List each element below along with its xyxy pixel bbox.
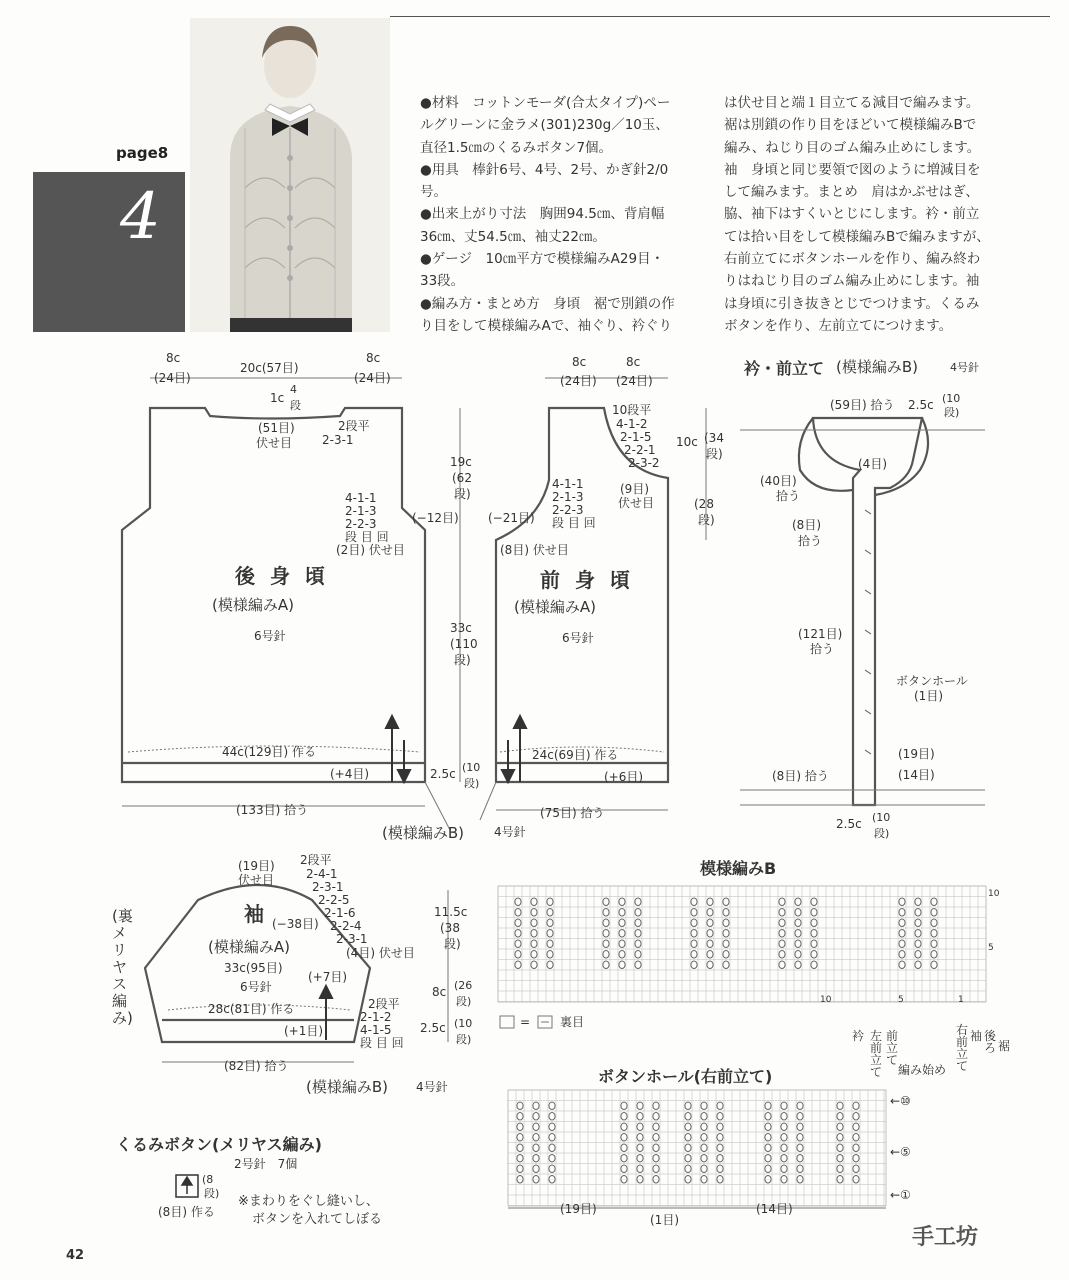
chart-annotation: 衿 xyxy=(852,1029,865,1043)
front-dim: (24目) xyxy=(616,374,653,388)
front-neck: 2-1-5 xyxy=(620,430,652,444)
front-dim: 8c xyxy=(572,355,587,369)
collar-dim: (10 xyxy=(942,392,961,405)
rib-needle: 4号針 xyxy=(494,825,526,839)
instruction-line: 脇、袖下はすくいとじにします。衿・前立 xyxy=(724,206,980,223)
front-arm: 段 目 回 xyxy=(552,516,596,530)
sleeve-cap: 2段平 xyxy=(300,853,332,867)
sleeve-inc: (+7目) xyxy=(308,970,348,984)
buttonhole-title: ボタンホール(右前立て) xyxy=(598,1067,773,1086)
back-cast: 44c(129目) 作る xyxy=(222,745,316,759)
back-arm: (−12目) xyxy=(412,511,459,525)
front-bind: 伏せ目 xyxy=(618,496,655,510)
instruction-line: は伏せ目と端１目立てる減目で編みます。 xyxy=(724,95,980,111)
sleeve-cap: 2-3-1 xyxy=(336,932,368,946)
back-arm: 段 目 回 xyxy=(345,530,389,544)
back-height: 33c xyxy=(450,621,472,635)
collar-title: 衿・前立て xyxy=(744,359,825,378)
front-arm: 4-1-1 xyxy=(552,477,584,491)
sleeve-rib-needle: 4号針 xyxy=(416,1080,448,1094)
back-arm: 4-1-1 xyxy=(345,491,377,505)
back-arm: (2目) 伏せ目 xyxy=(336,543,405,557)
sleeve-cap: 2-3-1 xyxy=(312,880,344,894)
sleeve-pattern: (模様編みA) xyxy=(208,938,290,956)
front-neck: (34 xyxy=(704,431,724,445)
pattern-b-chart xyxy=(498,886,986,1002)
front-neck: 2-2-1 xyxy=(624,443,656,457)
front-cast: 24c(69目) 作る xyxy=(532,748,619,762)
collar-dim: 2.5c xyxy=(836,817,862,831)
buttonhole-label: ボタンホール xyxy=(896,674,968,688)
back-neck: 4 xyxy=(290,383,297,396)
instruction-line: 袖 身頃と同じ要領で図のように増減目を xyxy=(724,161,981,178)
collar-dim: (8目) xyxy=(792,518,821,532)
chart-row: ←⑤ xyxy=(890,1145,911,1159)
front-arm: (8目) 伏せ目 xyxy=(500,543,569,557)
button-title: くるみボタン(メリヤス編み) xyxy=(116,1135,322,1154)
chart-width: (14目) xyxy=(756,1202,793,1216)
sleeve-cap: (−38目) xyxy=(272,917,319,931)
chart-annotation: 右前立て xyxy=(956,1023,969,1073)
pattern-b-title: 模様編みB xyxy=(700,859,777,878)
sleeve-needle: 6号針 xyxy=(240,980,272,994)
instruction-line: ては拾い目をして模様編みBで編みますが、 xyxy=(724,228,990,245)
rib-height: 2.5c xyxy=(430,767,456,781)
instruction-line: り目をして模様編みAで、袖ぐり、衿ぐり xyxy=(420,317,672,334)
front-needle: 6号針 xyxy=(562,631,594,645)
sleeve-low: 2段平 xyxy=(368,997,400,1011)
collar-dim: (4目) xyxy=(858,457,887,471)
instruction-line: ●材料 コットンモーダ(合太タイプ)ペー xyxy=(420,95,671,111)
sleeve-title: 袖 xyxy=(244,902,268,926)
collar-dim: (121目) xyxy=(798,627,843,641)
chart-col: 1 xyxy=(958,995,964,1005)
collar-dim: (40目) xyxy=(760,474,797,488)
back-neck: 1c xyxy=(270,391,285,405)
sleeve-height: 2.5c xyxy=(420,1021,446,1035)
buttonhole-label: (1目) xyxy=(914,689,943,703)
collar-dim: 拾う xyxy=(798,534,823,548)
collar-dim: (59目) 拾う xyxy=(830,398,895,412)
chart-row: ←⑩ xyxy=(890,1094,911,1108)
back-height: (110 xyxy=(450,637,478,651)
instruction-line: ●ゲージ 10㎝平方で模様編みA29目・ xyxy=(420,251,665,268)
front-dim: 8c xyxy=(626,355,641,369)
sleeve-cast: 28c(81目) 作る xyxy=(208,1002,295,1016)
sleeve-pick: (82目) 拾う xyxy=(224,1059,289,1073)
back-pattern: (模様編みA) xyxy=(212,596,294,614)
back-neck: 伏せ目 xyxy=(256,436,293,450)
sleeve-height: 段) xyxy=(456,995,472,1008)
front-inc: (+6目) xyxy=(604,770,644,784)
chart-width: (1目) xyxy=(650,1213,679,1227)
button-needle: 2号針 7個 xyxy=(234,1157,298,1171)
legend-eq: = xyxy=(520,1015,531,1029)
sleeve-cap: (4目) 伏せ目 xyxy=(346,946,415,960)
rib-height: 段) xyxy=(464,777,480,790)
instruction-line: ●編み方・まとめ方 身頃 裾で別鎖の作 xyxy=(420,295,675,312)
front-title: 前 身 頃 xyxy=(540,568,634,592)
front-neck: 2-3-2 xyxy=(628,456,660,470)
front-pattern: (模様編みA) xyxy=(514,598,596,616)
button-rows: (8 xyxy=(202,1173,214,1186)
collar-dim: (8目) 拾う xyxy=(772,769,829,783)
rib-height: (10 xyxy=(462,761,481,774)
sleeve-height: 段) xyxy=(456,1033,472,1046)
instruction-line: 編み、ねじり目のゴム編み止めにします。 xyxy=(724,139,981,156)
back-inc: (+4目) xyxy=(330,767,370,781)
button-note: ※まわりをぐし縫いし、 xyxy=(238,1194,379,1209)
collar-pattern: (模様編みB) xyxy=(836,358,918,376)
button-note: ボタンを入れてしぼる xyxy=(252,1212,383,1227)
collar-dim: 段) xyxy=(874,827,890,840)
chart-row: ←① xyxy=(890,1188,911,1202)
instruction-line: 36㎝、丈54.5㎝、袖丈22㎝。 xyxy=(420,228,606,245)
instruction-line: は身頃に引き抜きとじでつけます。くるみ xyxy=(724,295,980,312)
sleeve-low: 2-1-2 xyxy=(360,1010,392,1024)
back-dim: 8c xyxy=(166,351,181,365)
back-height: 19c xyxy=(450,455,472,469)
button-cast: (8目) 作る xyxy=(158,1205,215,1219)
sleeve-height: 11.5c xyxy=(434,905,468,919)
back-needle: 6号針 xyxy=(254,629,286,643)
front-neck: 段) xyxy=(706,447,723,461)
front-dim: (24目) xyxy=(560,374,597,388)
chart-row: 5 xyxy=(988,943,994,953)
front-arm: 2-1-3 xyxy=(552,490,584,504)
collar-dim: 2.5c xyxy=(908,398,934,412)
chart-annotation: 編み始め xyxy=(898,1063,947,1077)
collar-dim: 拾う xyxy=(810,642,835,656)
collar-needle: 4号針 xyxy=(950,361,979,374)
back-dim: (24目) xyxy=(154,371,191,385)
back-arm: 2-1-3 xyxy=(345,504,377,518)
sleeve-rib: (模様編みB) xyxy=(306,1078,388,1096)
chart-col: 5 xyxy=(898,995,904,1005)
chart-col: 10 xyxy=(820,995,832,1005)
legend-label: 裏目 xyxy=(560,1015,585,1029)
sleeve-top: 伏せ目 xyxy=(238,873,275,887)
rib-pattern: (模様編みB) xyxy=(382,824,464,842)
back-shoulder: 2段平 xyxy=(338,419,370,433)
instruction-line: 裾は別鎖の作り目をほどいて模様編みBで xyxy=(724,117,977,134)
front-h28: 段) xyxy=(698,513,715,527)
button-rows: 段) xyxy=(204,1187,220,1200)
sleeve-top: (19目) xyxy=(238,859,275,873)
sleeve-cap: 2-2-5 xyxy=(318,893,350,907)
back-height: 段) xyxy=(454,653,471,667)
sleeve-height: 8c xyxy=(432,985,447,999)
sleeve-side-label: (裏メリヤス編み) xyxy=(112,907,133,1027)
sleeve-cap: 2-2-4 xyxy=(330,919,362,933)
instruction-line: ルグリーンに金ラメ(301)230g／10玉、 xyxy=(420,117,669,134)
buttonhole-chart xyxy=(508,1090,886,1206)
front-arm: (−21目) xyxy=(488,511,535,525)
collar-dim: 段) xyxy=(944,406,960,419)
sleeve-height: 段) xyxy=(444,937,461,951)
back-neck: (51目) xyxy=(258,421,295,435)
chart-annotation: 袖 xyxy=(970,1029,983,1043)
front-neck: 4-1-2 xyxy=(616,417,648,431)
sleeve-cap: 2-4-1 xyxy=(306,867,338,881)
collar-dim: (14目) xyxy=(898,768,935,782)
chart-row: 10 xyxy=(988,889,1000,899)
chart-annotation: 裾 xyxy=(998,1039,1011,1053)
front-pick: (75目) 拾う xyxy=(540,806,605,820)
back-height: 段) xyxy=(454,487,471,501)
page-label: page8 xyxy=(116,144,169,162)
back-pick: (133目) 拾う xyxy=(236,803,309,817)
back-dim: (24目) xyxy=(354,371,391,385)
back-dim: 8c xyxy=(366,351,381,365)
front-h28: (28 xyxy=(694,497,714,511)
front-neck: 10段平 xyxy=(612,403,652,417)
collar-dim: (19目) xyxy=(898,747,935,761)
instruction-line: して編みます。まとめ 肩はかぶせはぎ、 xyxy=(724,184,979,201)
instruction-line: りはねじり目のゴム編み止めにします。袖 xyxy=(724,273,980,290)
back-title: 後 身 頃 xyxy=(235,564,329,588)
collar-dim: 拾う xyxy=(776,489,801,503)
instruction-line: ●出来上がり寸法 胸囲94.5㎝、背肩幅 xyxy=(420,206,665,223)
watermark: 手工坊 xyxy=(912,1225,979,1250)
sleeve-low: 4-1-5 xyxy=(360,1023,392,1037)
chart-annotation: 後ろ xyxy=(984,1029,997,1055)
sleeve-width: 33c(95目) xyxy=(224,961,283,975)
page-number: 42 xyxy=(66,1248,85,1263)
back-dim: 20c(57目) xyxy=(240,361,299,375)
sleeve-height: (10 xyxy=(454,1017,473,1030)
front-arm: 2-2-3 xyxy=(552,503,584,517)
sleeve-cap: 2-1-6 xyxy=(324,906,356,920)
pattern-number: 4 xyxy=(120,180,161,254)
instruction-line: 号。 xyxy=(420,184,447,201)
chart-annotation: 前立て xyxy=(886,1029,899,1067)
sleeve-height: (26 xyxy=(454,979,473,992)
chart-annotation: 左前立て xyxy=(870,1029,883,1079)
front-bind: (9目) xyxy=(620,482,649,496)
back-height: (62 xyxy=(452,471,472,485)
instruction-line: ●用具 棒針6号、4号、2号、かぎ針2/0 xyxy=(420,161,669,178)
sleeve-height: (38 xyxy=(440,921,460,935)
front-neck: 10c xyxy=(676,435,698,449)
sleeve-inc: (+1目) xyxy=(284,1024,324,1038)
instruction-line: 直径1.5㎝のくるみボタン7個。 xyxy=(420,139,613,156)
instruction-line: ボタンを作り、左前立てにつけます。 xyxy=(724,317,953,334)
back-neck: 段 xyxy=(290,399,301,412)
back-shoulder: 2-3-1 xyxy=(322,433,354,447)
sleeve-low: 段 目 回 xyxy=(360,1036,404,1050)
collar-dim: (10 xyxy=(872,811,891,824)
chart-width: (19目) xyxy=(560,1202,597,1216)
instruction-line: 右前立てにボタンホールを作り、編み終わ xyxy=(724,251,981,268)
back-arm: 2-2-3 xyxy=(345,517,377,531)
instruction-line: 33段。 xyxy=(420,273,465,290)
